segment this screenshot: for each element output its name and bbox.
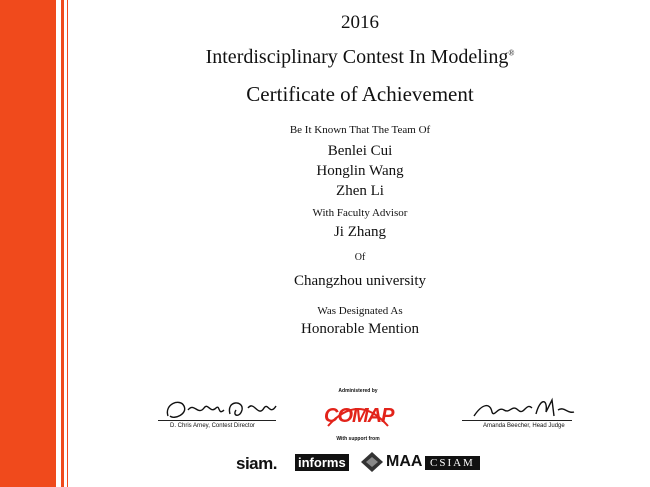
advisor-label: With Faculty Advisor [312,207,408,219]
registered-mark: ® [508,48,515,58]
team-member: Benlei Cui [327,143,393,159]
with-support-label: With support from [336,436,380,442]
team-member: Honglin Wang [316,163,404,179]
be-it-known-label: Be It Known That The Team Of [289,124,431,136]
certificate-year: 2016 [341,12,379,33]
contest-title [70,46,650,69]
judge-caption: Amanda Beecher, Head Judge [483,423,565,429]
judge-signature-line [462,420,572,421]
orange-side-thin-stripe [67,0,68,487]
of-label: Of [354,252,366,263]
team-member: Zhen Li [336,183,384,199]
siam-logo: siam. [236,454,277,473]
designated-label: Was Designated As [317,305,403,317]
csiam-logo: CSIAM [425,456,480,470]
maa-logo-text: MAA [386,453,423,470]
administered-by-label: Administered by [338,388,378,394]
comap-logo-text: COMAP [324,405,394,427]
institution-name: Changzhou university [293,273,427,289]
contest-title-text: Interdisciplinary Contest In Modeling [205,46,509,68]
orange-side-band [0,0,56,487]
award-designation: Honorable Mention [301,321,419,337]
orange-side-stripe [61,0,64,487]
maa-logo [360,451,423,478]
advisor-name: Ji Zhang [333,224,387,240]
director-caption: D. Chris Arney, Contest Director [170,423,255,429]
informs-logo: informs [295,454,349,471]
director-signature-line [158,420,276,421]
certificate-title: Certificate of Achievement [246,82,474,106]
comap-logo [324,396,392,432]
